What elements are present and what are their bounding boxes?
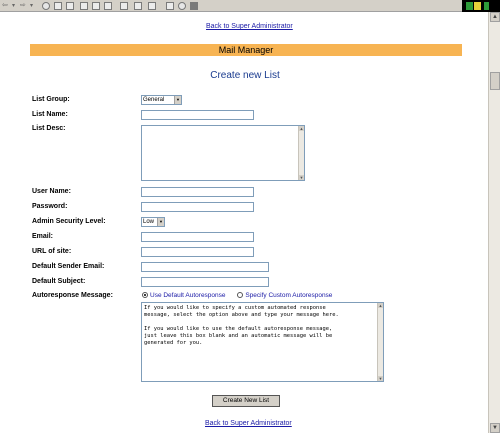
security-level-label: Admin Security Level: — [32, 218, 106, 225]
security-level-select[interactable] — [141, 217, 165, 227]
textarea-scrollbar[interactable] — [298, 126, 304, 180]
sender-email-input[interactable] — [141, 262, 269, 272]
search-icon[interactable] — [80, 2, 88, 10]
mail-icon[interactable] — [120, 2, 128, 10]
custom-autoresponse-label[interactable]: Specify Custom Autoresponse — [245, 292, 333, 299]
list-desc-textarea[interactable] — [141, 125, 305, 181]
browser-toolbar — [0, 0, 500, 12]
user-name-input[interactable] — [141, 187, 254, 197]
url-input[interactable] — [141, 247, 254, 257]
back-to-super-admin-link-top[interactable]: Back to Super Administrator — [206, 23, 293, 30]
chevron-down-icon[interactable]: ▾ — [12, 3, 16, 9]
scroll-up-icon[interactable]: ▲ — [490, 12, 500, 22]
chevron-down-icon[interactable]: ▼ — [174, 96, 181, 104]
autoresponse-label: Autoresponse Message: — [32, 292, 113, 299]
create-new-list-button[interactable]: Create New List — [212, 395, 280, 407]
home-icon[interactable] — [66, 2, 74, 10]
windows-logo-icon — [462, 0, 500, 12]
refresh-icon[interactable] — [54, 2, 62, 10]
history-icon[interactable] — [104, 2, 112, 10]
print-icon[interactable] — [134, 2, 142, 10]
radio-selected-icon[interactable] — [142, 292, 148, 298]
url-label: URL of site: — [32, 248, 72, 255]
list-name-input[interactable] — [141, 110, 254, 120]
password-label: Password: — [32, 203, 68, 210]
default-autoresponse-label[interactable]: Use Default Autoresponse — [150, 292, 226, 299]
edit-icon[interactable] — [148, 2, 156, 10]
password-input[interactable] — [141, 202, 254, 212]
list-group-label: List Group: — [32, 96, 70, 103]
email-input[interactable] — [141, 232, 254, 242]
custom-autoresponse-option[interactable] — [237, 292, 332, 299]
list-name-label: List Name: — [32, 111, 68, 118]
forward-icon[interactable]: ⇨ — [20, 2, 26, 9]
stop-icon[interactable] — [42, 2, 50, 10]
autoresponse-textarea[interactable] — [141, 302, 384, 382]
subject-input[interactable] — [141, 277, 269, 287]
list-group-select[interactable] — [141, 95, 182, 105]
computer-icon[interactable] — [190, 2, 198, 10]
scroll-up-icon[interactable]: ▲ — [378, 303, 383, 308]
list-group-value: General — [143, 97, 165, 103]
favorites-icon[interactable] — [92, 2, 100, 10]
email-label: Email: — [32, 233, 54, 240]
subject-label: Default Subject: — [32, 278, 86, 285]
security-level-value: Low — [143, 219, 155, 225]
sender-email-label: Default Sender Email: — [32, 263, 105, 270]
mail-manager-banner: Mail Manager — [30, 44, 462, 56]
default-autoresponse-option[interactable] — [142, 292, 227, 299]
scroll-up-icon[interactable]: ▲ — [299, 126, 304, 131]
chevron-down-icon[interactable]: ▼ — [157, 218, 164, 226]
back-to-super-admin-link-bottom[interactable]: Back to Super Administrator — [205, 420, 292, 427]
list-desc-label: List Desc: — [32, 125, 66, 132]
messenger-icon[interactable] — [178, 2, 186, 10]
radio-unselected-icon[interactable] — [237, 292, 243, 298]
scroll-thumb[interactable] — [490, 72, 500, 90]
autoresponse-text: If you would like to specify a custom automated response message, select the option above and type your message here. If you would like to use the default autoresponse message, just leave this box blank and an automatic message will be generated for you. — [144, 305, 339, 346]
scroll-down-icon[interactable]: ▼ — [299, 175, 304, 180]
scroll-down-icon[interactable]: ▼ — [490, 423, 500, 433]
user-name-label: User Name: — [32, 188, 71, 195]
chevron-down-icon[interactable]: ▾ — [30, 3, 34, 9]
scroll-down-icon[interactable]: ▼ — [378, 376, 383, 381]
back-icon[interactable]: ⇦ — [2, 2, 8, 9]
discuss-icon[interactable] — [166, 2, 174, 10]
page-title: Create new List — [210, 70, 280, 81]
textarea-scrollbar[interactable] — [377, 303, 383, 381]
autoresponse-options — [142, 292, 332, 299]
